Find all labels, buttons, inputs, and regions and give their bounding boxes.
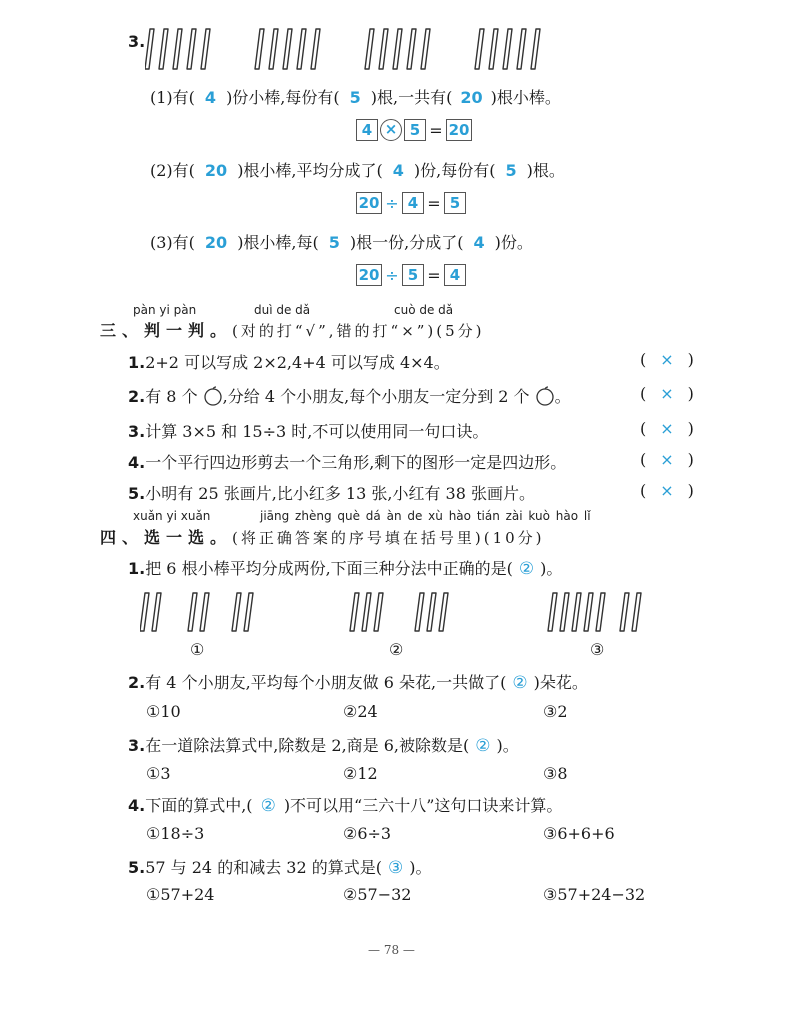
stick [187, 29, 196, 69]
stick [548, 593, 557, 631]
stick [374, 593, 383, 631]
stick [140, 593, 149, 631]
stick [311, 29, 320, 69]
stick [439, 593, 448, 631]
pinyin: duì de dǎ [254, 303, 311, 317]
stick [517, 29, 526, 69]
option: ①18÷3 [146, 824, 205, 843]
sticks-illustration [145, 26, 565, 74]
option-label: ① [190, 640, 205, 659]
equation-1: 4 × 5 = 20 [356, 119, 472, 141]
apple-icon [203, 386, 223, 406]
stick [283, 29, 292, 69]
stick [415, 593, 424, 631]
equation-3: 20 ÷ 5 = 4 [356, 264, 466, 286]
stick [152, 593, 161, 631]
q3-part2: (2)有( 20 )根小棒,平均分成了( 4 )份,每份有( 5 )根。 [150, 161, 565, 180]
q3-part3: (3)有( 20 )根小棒,每( 5 )根一份,分成了( 4 )份。 [150, 233, 533, 252]
stick [572, 593, 581, 631]
stick [365, 29, 374, 69]
stick [255, 29, 264, 69]
page-number: — 78 — [368, 943, 415, 957]
option: ①57+24 [146, 885, 215, 904]
pinyin: xuǎn yi xuǎn [133, 509, 211, 523]
stick [200, 593, 209, 631]
choice-q1: 1.把 6 根小棒平均分成两份,下面三种分法中正确的是( ② )。 [128, 559, 563, 579]
stick [145, 29, 154, 69]
stick [159, 29, 168, 69]
option-label: ② [389, 640, 404, 659]
judge-item-3: 3.计算 3×5 和 15÷3 时,不可以使用同一句口诀。 [128, 422, 489, 441]
stick [407, 29, 416, 69]
stick [489, 29, 498, 69]
option: ②57−32 [343, 885, 412, 904]
option-label: ③ [590, 640, 605, 659]
option: ①3 [146, 764, 171, 783]
option: ③57+24−32 [543, 885, 646, 904]
option: ③8 [543, 764, 568, 783]
pinyin: pàn yi pàn [133, 303, 197, 317]
stick [297, 29, 306, 69]
option: ③6+6+6 [543, 824, 615, 843]
option: ③2 [543, 702, 568, 721]
stick [531, 29, 540, 69]
judge-answer-2: ( × ) [640, 384, 694, 403]
stick [379, 29, 388, 69]
judge-item-1: 1.2+2 可以写成 2×2,4+4 可以写成 4×4。 [128, 353, 450, 372]
stick [596, 593, 605, 631]
stick [632, 593, 641, 631]
stick [173, 29, 182, 69]
stick [232, 593, 241, 631]
stick [560, 593, 569, 631]
judge-answer-4: ( × ) [640, 450, 694, 469]
choice-q5: 5.57 与 24 的和减去 32 的算式是( ③ )。 [128, 858, 432, 878]
pinyin: jiāng zhèng què dá àn de xù hào tián zài kuò hào lǐ [260, 509, 591, 523]
option: ②24 [343, 702, 378, 721]
question-number: 3. [128, 32, 146, 51]
choice-q4: 4.下面的算式中,( ② )不可以用“三六十八”这句口诀来计算。 [128, 796, 563, 816]
choice-q2: 2.有 4 个小朋友,平均每个小朋友做 6 朵花,一共做了( ② )朵花。 [128, 673, 588, 693]
judge-answer-1: ( × ) [640, 350, 694, 369]
stick [244, 593, 253, 631]
option: ①10 [146, 702, 181, 721]
option: ②6÷3 [343, 824, 392, 843]
stick [393, 29, 402, 69]
stick [421, 29, 430, 69]
stick [427, 593, 436, 631]
judge-answer-3: ( × ) [640, 419, 694, 438]
choice-q3: 3.在一道除法算式中,除数是 2,商是 6,被除数是( ② )。 [128, 736, 519, 756]
q3-part1: (1)有( 4 )份小棒,每份有( 5 )根,一共有( 20 )根小棒。 [150, 88, 561, 107]
pinyin: cuò de dǎ [394, 303, 454, 317]
stick [362, 593, 371, 631]
judge-item-4: 4.一个平行四边形剪去一个三角形,剩下的图形一定是四边形。 [128, 453, 567, 472]
judge-item-5: 5.小明有 25 张画片,比小红多 13 张,小红有 38 张画片。 [128, 484, 535, 503]
stick [350, 593, 359, 631]
stick [503, 29, 512, 69]
judge-item-2: 2.有 8 个 ,分给 4 个小朋友,每个小朋友一定分到 2 个 。 [128, 387, 571, 406]
stick [475, 29, 484, 69]
stick [188, 593, 197, 631]
section-4-heading: 四、选一选。(将正确答案的序号填在括号里)(10分) [100, 528, 545, 547]
stick [620, 593, 629, 631]
stick-options-illustration [140, 590, 670, 636]
stick [584, 593, 593, 631]
equation-2: 20 ÷ 4 = 5 [356, 192, 466, 214]
option: ②12 [343, 764, 378, 783]
apple-icon [535, 386, 555, 406]
section-3-heading: 三、判一判。(对的打“√”,错的打“×”)(5分) [100, 321, 485, 340]
judge-answer-5: ( × ) [640, 481, 694, 500]
stick [201, 29, 210, 69]
stick [269, 29, 278, 69]
